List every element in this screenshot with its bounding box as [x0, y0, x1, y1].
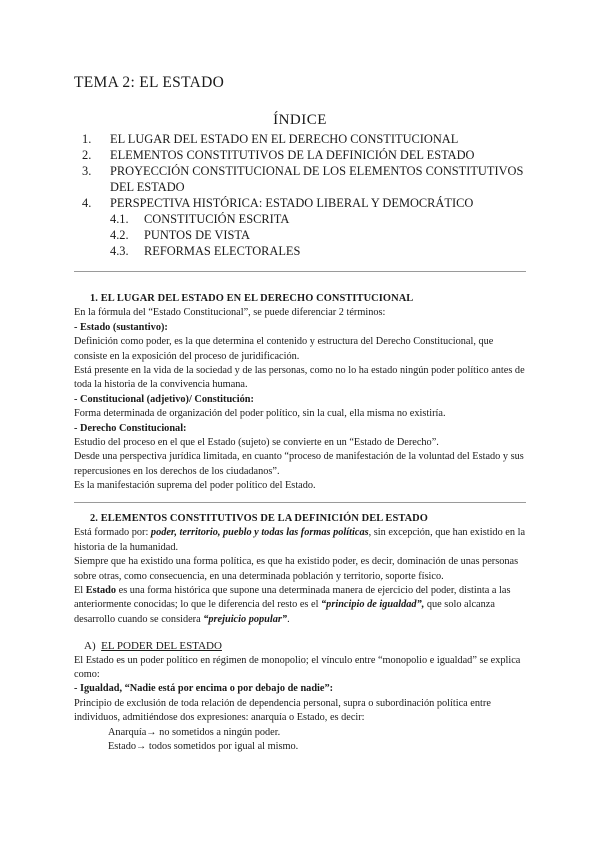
term-label: - Estado (sustantivo): — [74, 321, 168, 333]
paragraph: Es la manifestación suprema del poder político del Estado. — [74, 480, 316, 492]
toc-number: 4.2. — [110, 228, 129, 242]
toc-number: 3. — [82, 164, 92, 178]
list-line: Estado→ todos sometidos por igual al mismo. — [108, 741, 299, 753]
toc-text: REFORMAS ELECTORALES — [144, 244, 301, 258]
paragraph: Estudio del proceso en el que el Estado (sujeto) se convierte en un “Estado de Derecho”. — [74, 437, 439, 449]
paragraph: Forma determinada de organización del poder político, sin la cual, ella misma no existiría. — [74, 408, 446, 420]
document-title: TEMA 2: EL ESTADO — [74, 74, 225, 91]
toc-text: PROYECCIÓN CONSTITUCIONAL DE LOS ELEMENTOS CONSTITUTIVOS DEL ESTADO — [110, 164, 524, 194]
toc-number: 2. — [82, 148, 92, 162]
subsection-title: EL PODER DEL ESTADO — [101, 640, 222, 653]
toc-number: 4.1. — [110, 212, 129, 226]
term-label: - Derecho Constitucional: — [74, 422, 187, 434]
paragraph: Desde una perspectiva jurídica limitada, en cuanto “proceso de manifestación de la voluntad del Estado y sus repercusiones en los derechos de los ciudadanos”. — [74, 451, 524, 477]
section-heading: 1. EL LUGAR DEL ESTADO EN EL DERECHO CONSTITUCIONAL — [90, 293, 414, 304]
paragraph: Principio de exclusión de toda relación de dependencia personal, supra o subordinación política entre individuos, admitiéndose dos expresiones: anarquía o Estado, es decir: — [74, 697, 491, 724]
term-label: - Constitucional (adjetivo)/ Constitución: — [74, 393, 254, 405]
paragraph: Siempre que ha existido una forma política, es que ha existido poder, es decir, dominación de unas personas sobre otras, como consecuencia, en una determinada población y territorio, soporte físico. — [74, 556, 519, 582]
paragraph: Está presente en la vida de la sociedad y de las personas, como no lo ha estado ningún poder político antes de toda la historia de la convivencia humana. — [74, 365, 525, 391]
toc-text: EL LUGAR DEL ESTADO EN EL DERECHO CONSTITUCIONAL — [110, 132, 459, 146]
toc-text: CONSTITUCIÓN ESCRITA — [144, 212, 290, 226]
paragraph: Está formado por: poder, territorio, pueblo y todas las formas políticas, sin excepción, que han existido en la historia de la humanidad. — [74, 527, 526, 553]
toc-text: ELEMENTOS CONSTITUTIVOS DE LA DEFINICIÓN DEL ESTADO — [110, 148, 475, 162]
subsection-heading — [74, 639, 529, 653]
section-heading: 2. ELEMENTOS CONSTITUTIVOS DE LA DEFINICIÓN DEL ESTADO — [90, 513, 428, 524]
toc-number: 1. — [82, 132, 92, 146]
toc-number: 4.3. — [110, 244, 129, 258]
list-line: Anarquía→ no sometidos a ningún poder. — [108, 726, 281, 738]
divider — [74, 502, 526, 503]
subsection-letter: A) — [84, 640, 96, 653]
toc-text: PERSPECTIVA HISTÓRICA: ESTADO LIBERAL Y DEMOCRÁTICO — [110, 196, 474, 210]
paragraph: Definición como poder, es la que determina el contenido y estructura del Derecho Constitucional, que consiste en la exposición del proceso de juridificación. — [74, 336, 494, 362]
section-1 — [74, 292, 529, 494]
index-heading: ÍNDICE — [273, 112, 327, 128]
section-2 — [74, 512, 529, 755]
paragraph: El Estado es una forma histórica que supone una determinada manera de ejercicio del poder, distinta a las anteriormente conocidas; lo que le diferencia del resto es el “principio de igualdad”, que solo alcanza desarrollo cuando se considera “prejuicio popular”. — [74, 585, 511, 625]
toc-text: PUNTOS DE VISTA — [144, 228, 250, 242]
divider — [74, 271, 526, 272]
term-label: - Igualdad, “Nadie está por encima o por debajo de nadie”: — [74, 683, 334, 695]
paragraph: En la fórmula del “Estado Constitucional”, se puede diferenciar 2 términos: — [74, 307, 386, 319]
toc-number: 4. — [82, 196, 92, 210]
paragraph: El Estado es un poder político en régimen de monopolio; el vínculo entre “monopolio e igualdad” se explica como: — [74, 654, 521, 681]
